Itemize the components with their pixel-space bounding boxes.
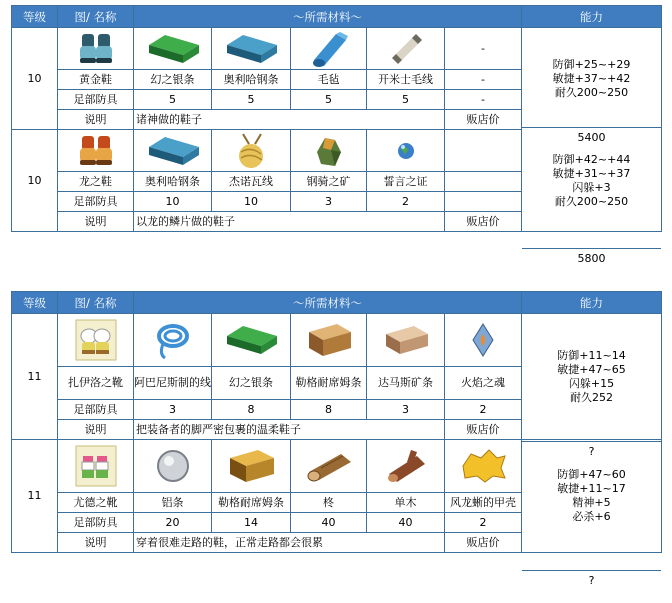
aluminum-disc-icon xyxy=(134,440,212,493)
thread-spool-icon xyxy=(367,28,445,70)
slot-label: 足部防具 xyxy=(58,192,134,212)
material-qty: 8 xyxy=(212,400,291,420)
slot-label: 足部防具 xyxy=(58,90,134,110)
material-name: 杰诺瓦线 xyxy=(212,172,291,192)
material-name: - xyxy=(445,70,522,90)
material-qty: 14 xyxy=(212,513,291,533)
desc-label: 说明 xyxy=(58,420,134,440)
material-qty: 8 xyxy=(291,400,367,420)
material-name: 钢骑之矿 xyxy=(291,172,367,192)
item-description: 穿着很难走路的鞋，正常走路都会很累 xyxy=(134,533,445,553)
item-name: 黄金鞋 xyxy=(58,70,134,90)
green-ingot-icon xyxy=(134,28,212,70)
blue-ingot-icon xyxy=(212,28,291,70)
material-qty: 2 xyxy=(367,192,445,212)
material-name: 奥利哈钢条 xyxy=(134,172,212,192)
slot-label: 足部防具 xyxy=(58,400,134,420)
header-level: 等级 xyxy=(12,6,58,28)
header-ability: 能力 xyxy=(522,292,662,314)
stat-line: 防御+42~+44 xyxy=(552,152,631,166)
item-name: 尤德之靴 xyxy=(58,493,134,513)
item-name: 龙之鞋 xyxy=(58,172,134,192)
material-qty: 40 xyxy=(291,513,367,533)
felt-roll-icon xyxy=(291,28,367,70)
material-qty: 3 xyxy=(291,192,367,212)
stat-line: 防御+11~14 xyxy=(557,348,626,362)
material-qty: 5 xyxy=(367,90,445,110)
material-name: 柊 xyxy=(291,493,367,513)
flame-crystal-icon xyxy=(445,314,522,367)
material-name: 毛毡 xyxy=(291,70,367,90)
material-name: 风龙蜥的甲壳 xyxy=(445,493,522,513)
material-name: 幻之银条 xyxy=(212,367,291,400)
material-name: 达马斯矿条 xyxy=(367,367,445,400)
material-name: 幻之银条 xyxy=(134,70,212,90)
price-value: 5800 xyxy=(522,248,661,268)
item-level: 11 xyxy=(12,314,58,440)
empty-cell xyxy=(445,130,522,172)
material-qty: 5 xyxy=(291,90,367,110)
stat-line: 精神+5 xyxy=(572,496,611,509)
yude-boots-icon xyxy=(58,440,134,493)
item-name: 扎伊洛之靴 xyxy=(58,367,134,400)
stat-line: 耐久200~250 xyxy=(554,85,629,99)
item-description: 把装备者的脚严密包裹的温柔鞋子 xyxy=(134,420,445,440)
material-name: 勒格耐席姆条 xyxy=(212,493,291,513)
dragon-boots-icon xyxy=(58,130,134,172)
price-value: 5400 xyxy=(522,127,661,147)
material-name: 誓言之证 xyxy=(367,172,445,192)
header-row xyxy=(12,292,662,314)
material-qty: 2 xyxy=(445,513,522,533)
header-materials: ～所需材料～ xyxy=(134,292,522,314)
golden-hide-icon xyxy=(445,440,522,493)
item-row xyxy=(12,28,662,70)
material-name: 单木 xyxy=(367,493,445,513)
blue-rope-icon xyxy=(134,314,212,367)
item-stats xyxy=(522,28,662,130)
header-level: 等级 xyxy=(12,292,58,314)
material-qty: 5 xyxy=(134,90,212,110)
material-qty: 20 xyxy=(134,513,212,533)
stat-line: 闪躲+3 xyxy=(572,180,611,194)
blue-ingot-icon xyxy=(134,130,212,172)
stat-line: 敏捷+11~17 xyxy=(557,482,626,495)
material-name xyxy=(445,172,522,192)
item-description: 诸神做的鞋子 xyxy=(134,110,445,130)
brick-bar-icon xyxy=(367,314,445,367)
stat-line: 敏捷+37~+42 xyxy=(552,71,631,85)
zairo-boots-icon xyxy=(58,314,134,367)
yarn-ball-icon xyxy=(212,130,291,172)
header-icon-name: 图/ 名称 xyxy=(58,6,134,28)
empty-dash: - xyxy=(445,28,522,70)
desc-label: 说明 xyxy=(58,533,134,553)
stat-line: 敏捷+31~+37 xyxy=(552,166,631,180)
material-qty: 5 xyxy=(212,90,291,110)
stat-line: 敏捷+47~65 xyxy=(557,362,626,376)
price-value: ? xyxy=(522,441,661,461)
material-name: 开米士毛线 xyxy=(367,70,445,90)
material-qty: 40 xyxy=(367,513,445,533)
log-icon xyxy=(291,440,367,493)
brown-ingot-icon xyxy=(291,314,367,367)
material-qty xyxy=(445,192,522,212)
material-name: 火焰之魂 xyxy=(445,367,522,400)
material-qty: 10 xyxy=(134,192,212,212)
price-value: ? xyxy=(522,570,661,590)
sell-label: 贩店价 xyxy=(445,533,522,553)
stat-line: 耐久200~250 xyxy=(554,194,629,208)
sell-label: 贩店价 xyxy=(445,420,522,440)
item-description: 以龙的鳞片做的鞋子 xyxy=(134,212,445,232)
item-level: 10 xyxy=(12,28,58,130)
wood-branch-icon xyxy=(367,440,445,493)
globe-orb-icon xyxy=(367,130,445,172)
ore-icon xyxy=(291,130,367,172)
item-table-level-11 xyxy=(11,291,662,553)
material-qty: 10 xyxy=(212,192,291,212)
green-ingot-icon xyxy=(212,314,291,367)
stat-line: 防御+47~60 xyxy=(557,468,626,481)
material-qty: - xyxy=(445,90,522,110)
material-qty: 3 xyxy=(367,400,445,420)
stat-line: 耐久252 xyxy=(570,390,613,404)
stat-line: 必杀+6 xyxy=(572,510,611,523)
material-name: 勒格耐席姆条 xyxy=(291,367,367,400)
material-name: 铝条 xyxy=(134,493,212,513)
golden-boots-icon xyxy=(58,28,134,70)
material-qty: 3 xyxy=(134,400,212,420)
material-name: 阿巴尼斯制的线 xyxy=(134,367,212,400)
material-qty: 2 xyxy=(445,400,522,420)
header-ability: 能力 xyxy=(522,6,662,28)
header-materials: ～所需材料～ xyxy=(134,6,522,28)
sell-label: 贩店价 xyxy=(445,110,522,130)
sell-label: 贩店价 xyxy=(445,212,522,232)
item-row xyxy=(12,314,662,367)
header-row xyxy=(12,6,662,28)
desc-label: 说明 xyxy=(58,110,134,130)
material-name: 奥利哈钢条 xyxy=(212,70,291,90)
slot-label: 足部防具 xyxy=(58,513,134,533)
desc-label: 说明 xyxy=(58,212,134,232)
item-table-level-10 xyxy=(11,5,662,232)
header-icon-name: 图/ 名称 xyxy=(58,292,134,314)
gold-ingot-icon xyxy=(212,440,291,493)
stat-line: 闪躲+15 xyxy=(568,376,615,390)
item-level: 10 xyxy=(12,130,58,232)
item-stats xyxy=(522,314,662,440)
stat-line: 防御+25~+29 xyxy=(552,57,631,71)
item-level: 11 xyxy=(12,440,58,553)
